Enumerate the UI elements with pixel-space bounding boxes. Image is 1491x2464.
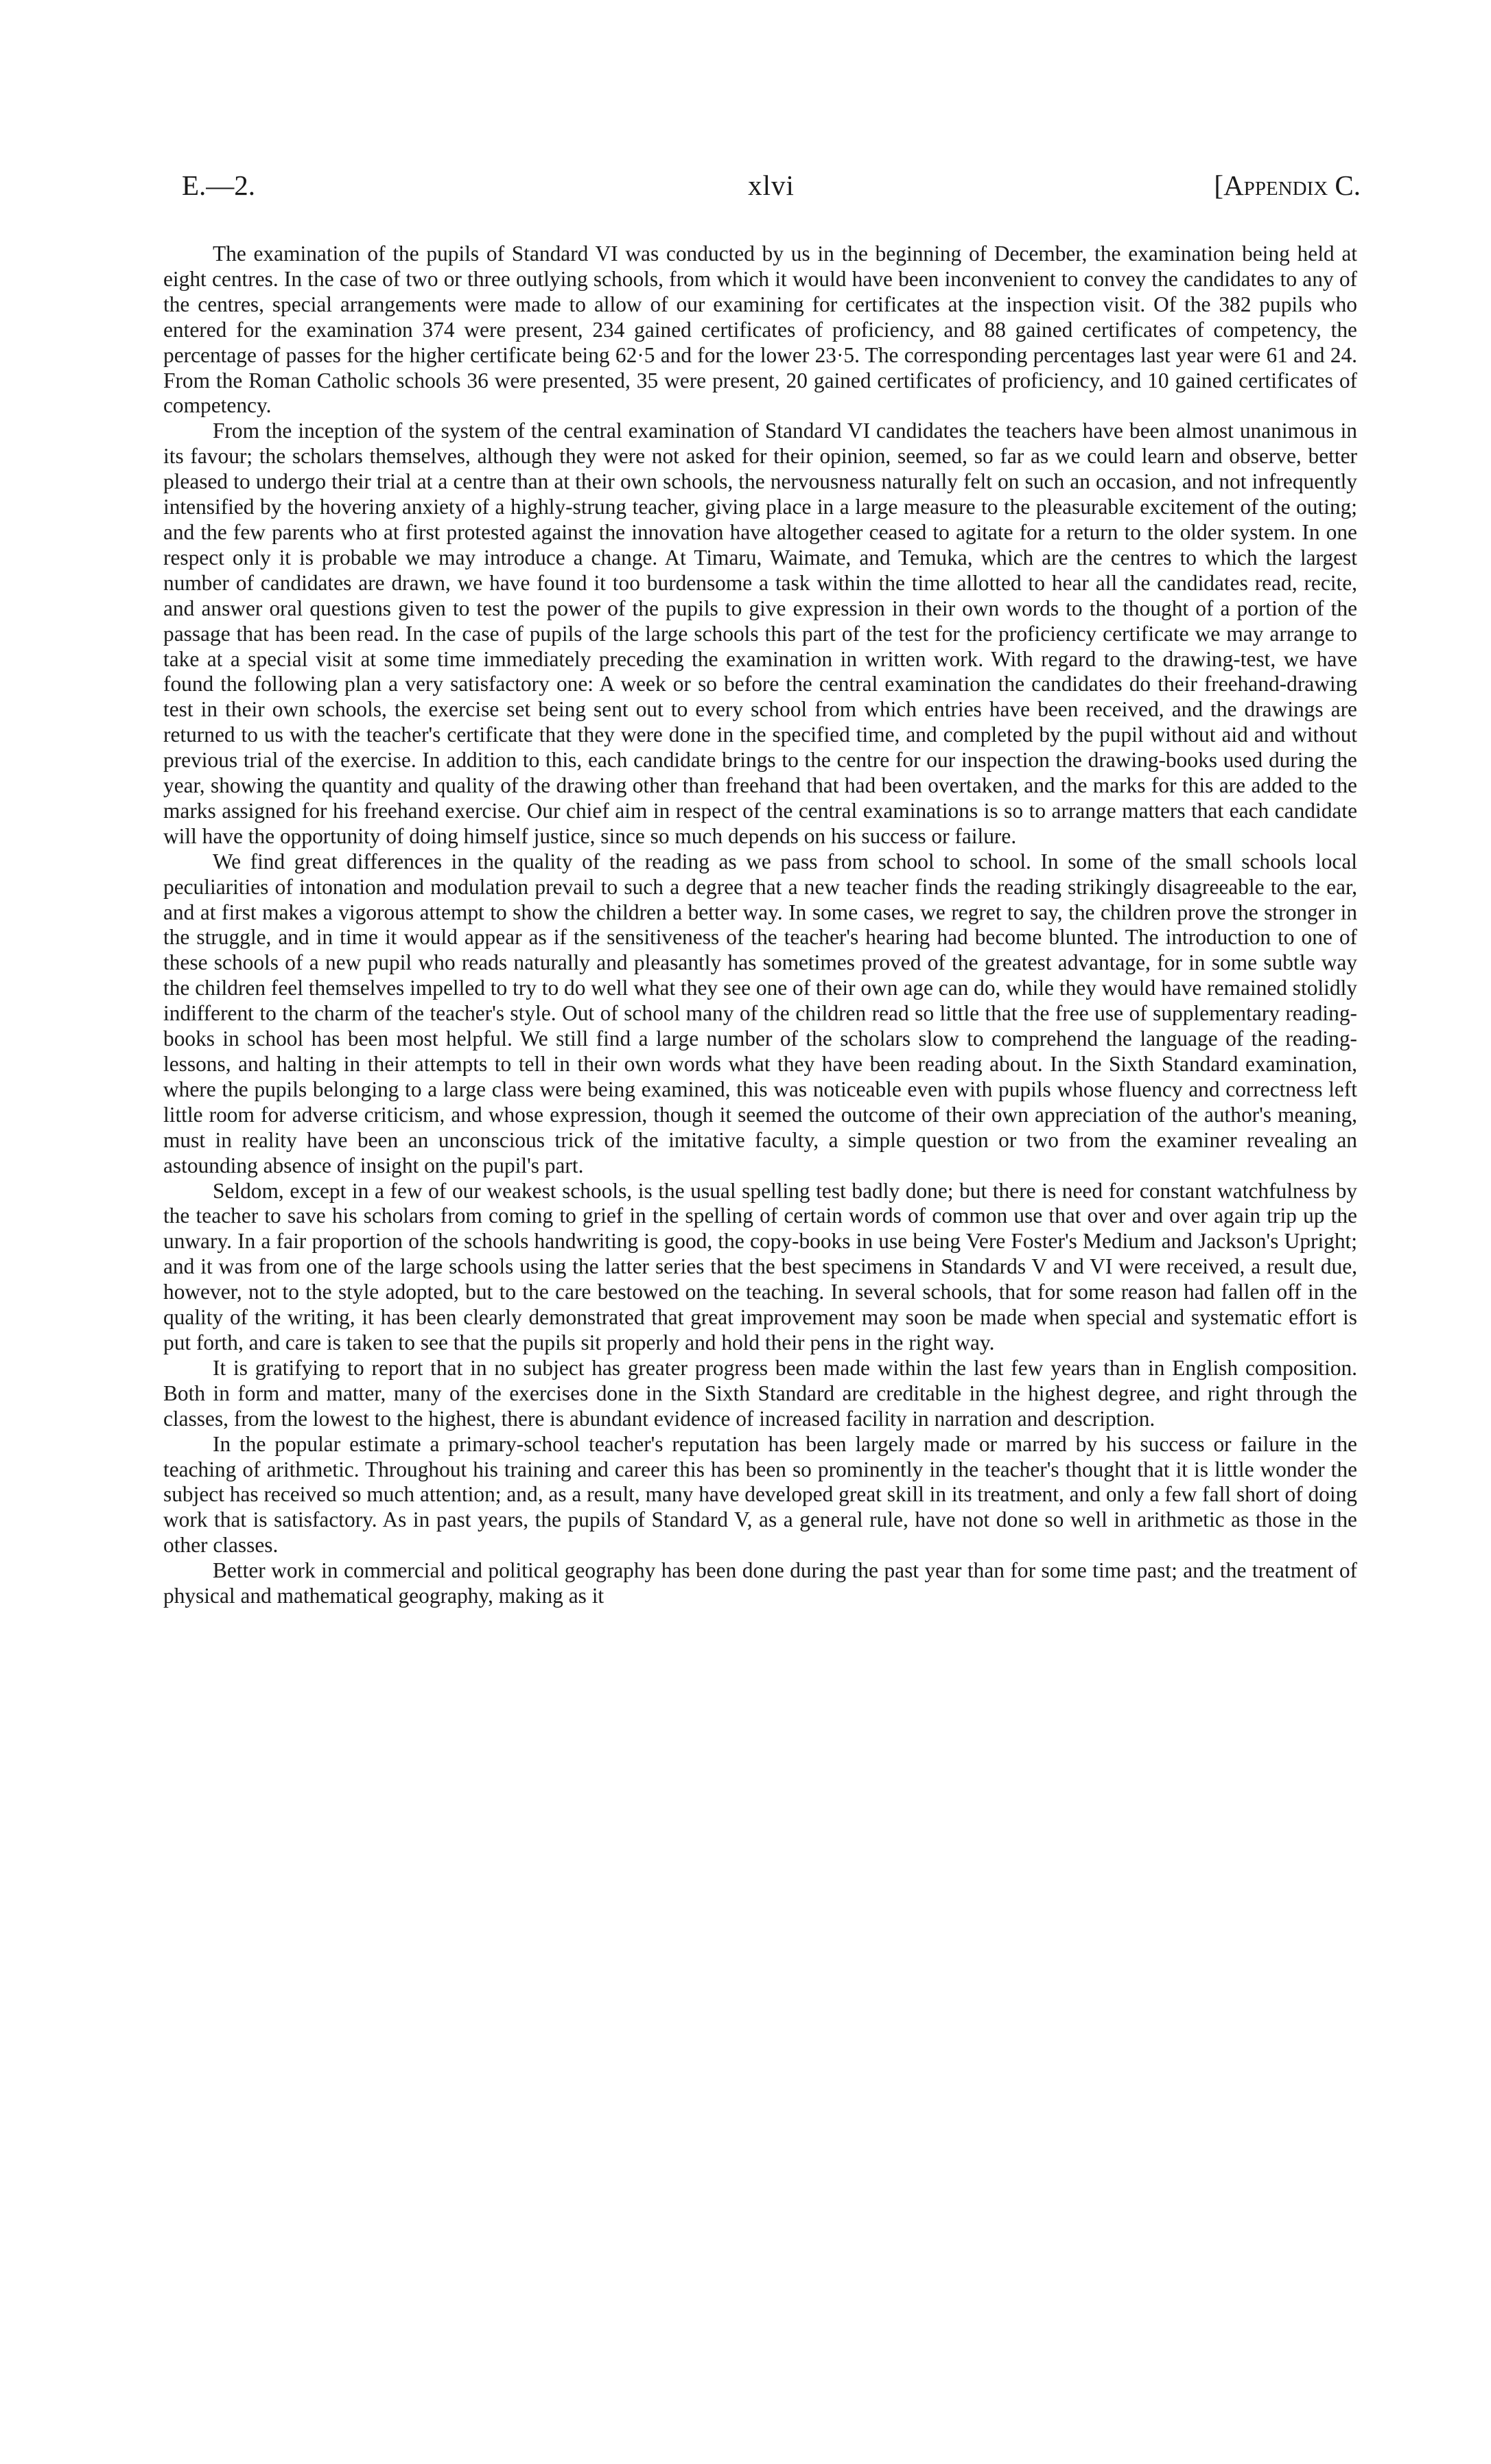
header-document-code: E.—2. <box>182 169 256 201</box>
paragraph-geography: Better work in commercial and political geography has been done during the past year than for some time past; and the treatment of physical and mathematical geography, making as it <box>163 1558 1357 1608</box>
paragraph-spelling-handwriting: Seldom, except in a few of our weakest schools, is the usual spelling test badly done; but there is need for constant watchfulness by the teacher to save his scholars from coming to grief in the spelling of certain words of common use that over and over again trip up the unwary. In a fair proportion of the schools handwriting is good, the copy-books in use being Vere Foster's Medium and Jackson's Upright; and it was from one of the large schools using the latter series that the best specimens in Standards V and VI were received, a result due, however, not to the style adopted, but to the care bestowed on the teaching. In several schools, that for some reason had fallen off in the quality of the writing, it has been clearly demonstrated that great improvement may soon be made when special and systematic effort is put forth, and care is taken to see that the pupils sit properly and hold their pens in the right way. <box>163 1178 1357 1354</box>
body-text <box>163 242 1357 1609</box>
paragraph-standard-vi-examination: The examination of the pupils of Standard VI was conducted by us in the beginning of December, the examination being held at eight centres. In the case of two or three outlying schools, from which it would have been inconvenient to convey the candidates to any of the centres, special arrangements were made to allow of our examining for certificates at the inspection visit. Of the 382 pupils who entered for the examination 374 were present, 234 gained certificates of proficiency, and 88 gained certificates of competency, the percentage of passes for the higher certificate being 62·5 and for the lower 23·5. The corresponding percentages last year were 61 and 24. From the Roman Catholic schools 36 were presented, 35 were present, 20 gained certificates of proficiency, and 10 gained certificates of competency. <box>163 242 1357 418</box>
page-header <box>182 165 1361 206</box>
header-page-number: xlvi <box>748 169 795 201</box>
paragraph-arithmetic: In the popular estimate a primary-school teacher's reputation has been largely made or marred by his success or failure in the teaching of arithmetic. Throughout his training and career this has been so prominently in the teacher's thought that it is little wonder the subject has received so much attention; and, as a result, many have developed great skill in its treatment, and only a few fall short of doing work that is satisfactory. As in past years, the pupils of Standard V, as a general rule, have not done so well in arithmetic as those in the other classes. <box>163 1431 1357 1558</box>
paragraph-reading-quality: We find great differences in the quality of the reading as we pass from school to school. In some of the small schools local peculiarities of intonation and modulation prevail to such a degree that a new teacher finds the reading strikingly disagreeable to the ear, and at first makes a vigorous attempt to show the children a better way. In some cases, we regret to say, the children prove the stronger in the struggle, and in time it would appear as if the sensitiveness of the teacher's hearing had become blunted. The introduction to one of these schools of a new pupil who reads naturally and pleasantly has sometimes proved of the greatest advantage, for in some subtle way the children feel themselves impelled to try to do well what they see one of their own age can do, while they would have remained stolidly indifferent to the charm of the teacher's style. Out of school many of the children read so little that the free use of supplementary reading-books in school has been most helpful. We still find a large number of the scholars slow to comprehend the language of the reading-lessons, and halting in their attempts to tell in their own words what they have been reading about. In the Sixth Standard examination, where the pupils belonging to a large class were being examined, this was noticeable even with pupils whose fluency and correctness left little room for adverse criticism, and whose expression, though it seemed the outcome of their own appreciation of the author's meaning, must in reality have been an unconscious trick of the imitative faculty, a simple question or two from the examiner revealing an astounding absence of insight on the pupil's part. <box>163 849 1357 1177</box>
paragraph-english-composition: It is gratifying to report that in no subject has greater progress been made within the last few years than in English composition. Both in form and matter, many of the exercises done in the Sixth Standard are creditable in the highest degree, and right through the classes, from the lowest to the highest, there is abundant evidence of increased facility in narration and description. <box>163 1355 1357 1431</box>
header-appendix-label: [Appendix C. <box>1214 169 1361 201</box>
paragraph-central-examination-system: From the inception of the system of the central examination of Standard VI candidates the teachers have been almost unanimous in its favour; the scholars themselves, although they were not asked for their opinion, seemed, so far as we could learn and observe, better pleased to undergo their trial at a centre than at their own schools, the nervousness naturally felt on such an occasion, and not infrequently intensified by the hovering anxiety of a highly-strung teacher, giving place in a large measure to the pleasurable excitement of the outing; and the few parents who at first protested against the innovation have altogether ceased to agitate for a return to the older system. In one respect only it is probable we may introduce a change. At Timaru, Waimate, and Temuka, which are the centres to which the largest number of candidates are drawn, we have found it too burdensome a task within the time allotted to hear all the candidates read, recite, and answer oral questions given to test the power of the pupils to give expression in their own words to the thought of a portion of the passage that has been read. In the case of pupils of the large schools this part of the test for the proficiency certificate we may arrange to take at a special visit at some time immediately preceding the examination in written work. With regard to the drawing-test, we have found the following plan a very satisfactory one: A week or so before the central examination the candidates do their freehand-drawing test in their own schools, the exercise set being sent out to every school from which entries have been received, and the drawings are returned to us with the teacher's certificate that they were done in the specified time, and completed by the pupil without aid and without previous trial of the exercise. In addition to this, each candidate brings to the centre for our inspection the drawing-books used during the year, showing the quantity and quality of the drawing other than freehand that had been overtaken, and the marks for this are added to the marks assigned for his freehand exercise. Our chief aim in respect of the central examinations is so to arrange matters that each candidate will have the opportunity of doing himself justice, since so much depends on his success or failure. <box>163 419 1357 848</box>
